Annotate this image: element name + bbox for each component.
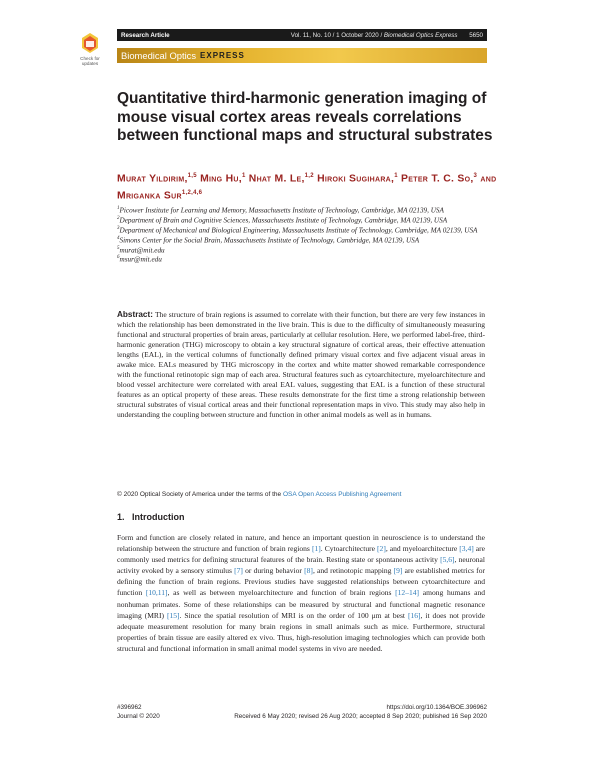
journal-suffix: EXPRESS	[200, 51, 245, 60]
affiliation-item	[117, 215, 497, 225]
osa-agreement-link[interactable]: OSA Open Access Publishing Agreement	[282, 491, 402, 498]
journal-banner	[117, 48, 487, 63]
citation-link[interactable]: [12–14]	[395, 588, 420, 598]
affiliation-sup: 1	[117, 206, 120, 211]
intro-text: , neuronal activity evoked by a sensory stimulus	[117, 555, 485, 576]
affiliation-sup: 6	[117, 255, 120, 261]
author-sup: 1	[394, 173, 398, 179]
affiliation-text: Department of Mechanical and Biological Engineering, Massachusetts Institute of Technology, Cambridge, MA 02139, USA	[119, 226, 478, 235]
publication-dates: Received 6 May 2020; revised 26 Aug 2020; accepted 8 Sep 2020; published 16 Sep 2020	[234, 713, 487, 720]
citation-link[interactable]: [5,6]	[440, 555, 455, 565]
intro-text: are commonly used metrics for defining structural features of the brain. Resting state or spontaneous activity	[117, 544, 485, 565]
copyright-line	[117, 491, 497, 498]
citation-link[interactable]: [9]	[393, 566, 403, 576]
abstract-text: The structure of brain regions is assumed to correlate with their function, but there are very few instances in which the relationship has been demonstrated in the live brain. This is due to the difficulty of simultaneously measuring functional and structural properties of brain areas, particularly at cellular resolution. Here, we performed label-free, third-harmonic generation (THG) microscopy to obtain a key structural signature of cortical areas, their effective attenuation lengths (EAL), in the vertical columns of functionally defined primary visual cortex and five adjacent visual areas in awake mice. EALs measured by THG microscopy in the cortex and white matter showed remarkable correspondence with the functional retinotopic sign map of each area. Structural features such as cytoarchitecture, myeloarchitecture and blood vessel architecture were correlated with areal EAL values, suggesting that EAL is a function of these structural features as an optical property of these areas. These results demonstrate for the first time a strong relationship between structural substrates of visual cortical areas and their functional representation maps in vivo. This study may also help in understanding the coupling between structure and function in other animal models as well as in humans.	[117, 310, 485, 419]
author-name: Murat Yildirim,	[117, 173, 188, 185]
paper-title: Quantitative third-harmonic generation imaging of mouse visual cortex areas reveals correlations between functional maps and structural substrates	[117, 90, 493, 145]
citation-link[interactable]: [1]	[311, 544, 321, 554]
citation-link[interactable]: [8]	[304, 566, 313, 576]
author-sup: 1,2,4,6	[181, 190, 203, 197]
intro-text: , as well as between myeloarchitecture and function of brain regions	[167, 588, 396, 598]
citation-link[interactable]: [16]	[407, 610, 421, 620]
email-text[interactable]: msur@mit.edu	[119, 255, 162, 264]
author-name: Nhat M. Le,	[248, 173, 305, 185]
intro-text: , and myeloarchitecture	[385, 544, 460, 554]
affiliation-item	[117, 254, 497, 264]
page-footer	[117, 703, 487, 721]
check-for-updates-badge[interactable]	[75, 32, 105, 66]
intro-text: , and retinotopic mapping	[312, 566, 394, 576]
author-name: and Mriganka Sur	[117, 173, 497, 202]
author-sup: 1,2	[304, 173, 314, 179]
intro-text: or during behavior	[242, 566, 305, 576]
intro-text: , it does not provide adequate measurement resolution for many brain regions in small animals such as mice. Furthermore, structural properties of brain tissue are easily altered ex vivo. Thus, high-resolution imaging technologies which can provide both structural and functional information in small animal model systems in vivo are needed.	[117, 610, 485, 653]
check-updates-icon	[80, 32, 100, 54]
abstract	[117, 310, 485, 420]
author-list	[117, 169, 497, 204]
affiliation-item	[117, 245, 497, 255]
intro-text: among humans and nonhuman primates. Some of these relationships can be measured by structural and functional magnetic resonance imaging (MRI)	[117, 588, 485, 620]
volume-text: Vol. 11, No. 10 / 1 October 2020 /	[290, 31, 383, 39]
affiliation-text: Simons Center for the Social Brain, Massachusetts Institute of Technology, Cambridge, MA 02139, USA	[119, 236, 420, 245]
intro-text: are established metrics for defining the function of brain regions. Previous studies have suggested relationships between cytoarchitecture and function	[117, 566, 485, 598]
affiliation-sup: 2	[117, 215, 120, 221]
affiliation-sup: 3	[117, 225, 120, 231]
section-heading	[117, 512, 185, 522]
journal-copyright: Journal © 2020	[117, 713, 160, 720]
section-number: 1.	[117, 512, 125, 522]
intro-text: . Cytoarchitecture	[320, 544, 378, 554]
author-name: Hiroki Sugihara,	[317, 173, 395, 185]
author-sup: 1	[241, 173, 246, 179]
email-text[interactable]: murat@mit.edu	[119, 245, 165, 254]
citation-link[interactable]: [2]	[377, 544, 386, 554]
intro-text: Form and function are closely related in nature, and hence an important question in neuroscience is to understand the relationship between the structure and function of brain regions	[117, 533, 485, 554]
author-name: Ming Hu,	[200, 173, 242, 185]
affiliation-item	[117, 205, 497, 215]
author-sup: 3	[473, 173, 478, 179]
intro-text: . Since the spatial resolution of MRI is on the order of 100 μm at best	[179, 610, 408, 620]
affiliation-text: Picower Institute for Learning and Memory, Massachusetts Institute of Technology, Cambridge, MA 02139, USA	[119, 206, 444, 215]
page-number: 5650	[469, 31, 483, 39]
affiliations	[117, 205, 497, 264]
author-name: Peter T. C. So,	[401, 173, 474, 185]
article-header-bar	[117, 29, 487, 41]
introduction-paragraph	[117, 532, 485, 654]
journal-name: Biomedical Optics	[121, 50, 197, 61]
doi-link[interactable]: https://doi.org/10.1364/BOE.396962	[386, 704, 487, 711]
citation-link[interactable]: [15]	[166, 610, 180, 620]
article-type-label: Research Article	[121, 31, 170, 39]
article-id: #396962	[117, 704, 142, 711]
citation-link[interactable]: [7]	[234, 566, 243, 576]
volume-info	[291, 32, 483, 39]
citation-link[interactable]: [10,11]	[145, 588, 168, 598]
citation-link[interactable]: [3,4]	[459, 544, 474, 554]
check-updates-line2: updates	[81, 61, 99, 66]
affiliation-item	[117, 225, 497, 235]
affiliation-item	[117, 235, 497, 245]
author-sup: 1,5	[187, 173, 197, 179]
affiliation-sup: 5	[117, 245, 120, 251]
section-title: Introduction	[132, 512, 185, 522]
abstract-heading: Abstract:	[117, 310, 153, 319]
copyright-text: © 2020 Optical Society of America under the terms of the	[117, 491, 282, 498]
check-updates-line1: Check for	[80, 56, 100, 61]
affiliation-text: Department of Brain and Cognitive Sciences, Massachusetts Institute of Technology, Cambridge, MA 02139, USA	[119, 216, 448, 225]
header-journal-italic: Biomedical Optics Express	[383, 31, 458, 39]
affiliation-sup: 4	[117, 235, 120, 241]
